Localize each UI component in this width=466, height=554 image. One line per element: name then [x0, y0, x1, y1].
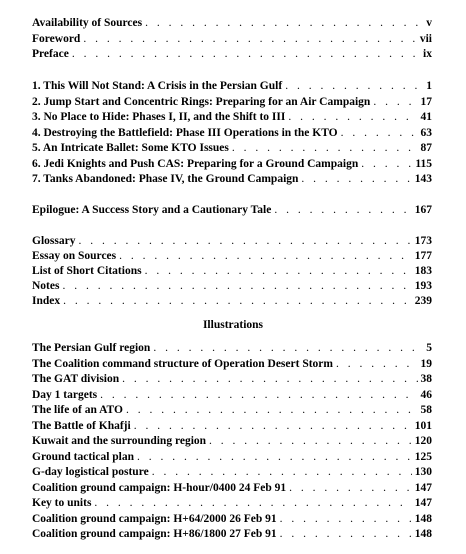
illustration-label: Day 1 targets: [32, 389, 98, 401]
toc-entry-epilogue: [32, 203, 432, 217]
illustration-entry: [32, 403, 432, 417]
leader-dots: [373, 95, 417, 109]
toc-entry-page: 167: [414, 204, 432, 216]
illustration-entry: [32, 496, 432, 510]
illustration-page: 130: [414, 466, 432, 478]
toc-entry-label: 4. Destroying the Battlefield: Phase III Operations in the KTO: [32, 127, 338, 139]
toc-entry-page: 87: [420, 142, 432, 154]
toc-entry-page: 17: [420, 96, 432, 108]
toc-entry-glossary: [32, 234, 432, 248]
leader-dots: [209, 434, 412, 448]
leader-dots: [280, 512, 412, 526]
illustration-entry: [32, 450, 432, 464]
leader-dots: [63, 294, 412, 308]
toc-entry-chapter-2: [32, 95, 432, 109]
toc-entry-index: [32, 294, 432, 308]
illustration-entry: [32, 434, 432, 448]
toc-entry-page: 115: [415, 158, 432, 170]
toc-entry-label: Glossary: [32, 235, 76, 247]
toc-entry-chapter-6: [32, 157, 432, 171]
toc-entry-chapter-5: [32, 141, 432, 155]
illustration-page: 147: [414, 482, 432, 494]
toc-entry-availability-of-sources: [32, 16, 432, 30]
toc-entry-label: Foreword: [32, 33, 81, 45]
leader-dots: [78, 234, 411, 248]
toc-entry-chapter-3: [32, 110, 432, 124]
leader-dots: [361, 157, 412, 171]
leader-dots: [137, 450, 412, 464]
illustration-entry: [32, 388, 432, 402]
illustration-label: Key to units: [32, 497, 92, 509]
leader-dots: [336, 357, 418, 371]
leader-dots: [274, 203, 411, 217]
leader-dots: [126, 403, 418, 417]
toc-entry-label: 3. No Place to Hide: Phases I, II, and the Shift to III: [32, 111, 286, 123]
toc-entry-label: Notes: [32, 280, 60, 292]
illustration-label: The Persian Gulf region: [32, 342, 151, 354]
illustration-page: 58: [420, 404, 432, 416]
illustration-label: Ground tactical plan: [32, 451, 135, 463]
toc-entry-label: List of Short Citations: [32, 265, 142, 277]
toc-entry-essay-on-sources: [32, 249, 432, 263]
illustration-label: Kuwait and the surrounding region: [32, 435, 207, 447]
toc-entry-label: 5. An Intricate Ballet: Some KTO Issues: [32, 142, 229, 154]
toc-entry-label: 7. Tanks Abandoned: Phase IV, the Ground Campaign: [32, 173, 299, 185]
toc-entry-label: 6. Jedi Knights and Push CAS: Preparing for a Ground Campaign: [32, 158, 359, 170]
illustrations-heading: Illustrations: [202, 319, 264, 331]
toc-entry-label: Essay on Sources: [32, 250, 117, 262]
leader-dots: [301, 172, 411, 186]
toc-entry-page: 1: [426, 80, 432, 92]
illustration-entry: [32, 357, 432, 371]
toc-entry-chapter-7: [32, 172, 432, 186]
leader-dots: [62, 279, 411, 293]
leader-dots: [100, 388, 417, 402]
illustration-page: 101: [414, 420, 432, 432]
leader-dots: [83, 32, 417, 46]
illustration-label: G-day logistical posture: [32, 466, 149, 478]
toc-entry-page: 41: [420, 111, 432, 123]
illustration-page: 5: [426, 342, 432, 354]
illustration-page: 148: [414, 513, 432, 525]
leader-dots: [341, 126, 418, 140]
illustration-label: Coalition ground campaign: H+86/1800 27 Feb 91: [32, 528, 277, 540]
illustration-label: The life of an ATO: [32, 404, 123, 416]
illustration-label: Coalition ground campaign: H+64/2000 26 Feb 91: [32, 513, 277, 525]
illustration-entry: [32, 372, 432, 386]
toc-entry-label: Availability of Sources: [32, 17, 143, 29]
leader-dots: [72, 47, 420, 61]
illustration-label: The Battle of Khafji: [32, 420, 131, 432]
illustration-label: The GAT division: [32, 373, 120, 385]
illustration-page: 46: [420, 389, 432, 401]
illustration-label: The Coalition command structure of Operation Desert Storm: [32, 358, 333, 370]
leader-dots: [94, 496, 411, 510]
leader-dots: [145, 264, 412, 278]
toc-entry-label: 1. This Will Not Stand: A Crisis in the Persian Gulf: [32, 80, 283, 92]
illustration-entry: [32, 512, 432, 526]
leader-dots: [119, 249, 412, 263]
illustration-entry: [32, 465, 432, 479]
toc-entry-page: 183: [414, 265, 432, 277]
leader-dots: [145, 16, 423, 30]
toc-entry-notes: [32, 279, 432, 293]
illustration-entry: [32, 481, 432, 495]
illustration-entry: [32, 527, 432, 541]
toc-entry-label: Epilogue: A Success Story and a Cautionary Tale: [32, 204, 272, 216]
leader-dots: [134, 419, 412, 433]
toc-entry-page: 173: [414, 235, 432, 247]
leader-dots: [285, 79, 423, 93]
illustration-page: 38: [420, 373, 432, 385]
toc-entry-label: 2. Jump Start and Concentric Rings: Preparing for an Air Campaign: [32, 96, 371, 108]
illustration-page: 148: [414, 528, 432, 540]
toc-entry-page: vii: [419, 33, 432, 45]
illustration-page: 147: [414, 497, 432, 509]
toc-entry-label: Index: [32, 295, 61, 307]
toc-entry-chapter-4: [32, 126, 432, 140]
illustration-entry: [32, 419, 432, 433]
toc-entry-label: Preface: [32, 48, 69, 60]
toc-entry-page: 143: [414, 173, 432, 185]
leader-dots: [289, 481, 412, 495]
leader-dots: [153, 341, 423, 355]
toc-entry-chapter-1: [32, 79, 432, 93]
toc-entry-page: 177: [414, 250, 432, 262]
leader-dots: [280, 527, 412, 541]
toc-entry-short-citations: [32, 264, 432, 278]
toc-entry-page: 193: [414, 280, 432, 292]
toc-entry-page: ix: [423, 48, 432, 60]
toc-entry-foreword: [32, 32, 432, 46]
toc-entry-page: 239: [414, 295, 432, 307]
toc-entry-preface: [32, 47, 432, 61]
toc-entry-page: 63: [420, 127, 432, 139]
illustration-entry: [32, 341, 432, 355]
illustration-page: 120: [414, 435, 432, 447]
illustration-page: 19: [420, 358, 432, 370]
illustration-page: 125: [414, 451, 432, 463]
illustration-label: Coalition ground campaign: H-hour/0400 24 Feb 91: [32, 482, 287, 494]
leader-dots: [232, 141, 418, 155]
toc-entry-page: v: [426, 17, 432, 29]
leader-dots: [152, 465, 412, 479]
leader-dots: [122, 372, 417, 386]
leader-dots: [288, 110, 417, 124]
